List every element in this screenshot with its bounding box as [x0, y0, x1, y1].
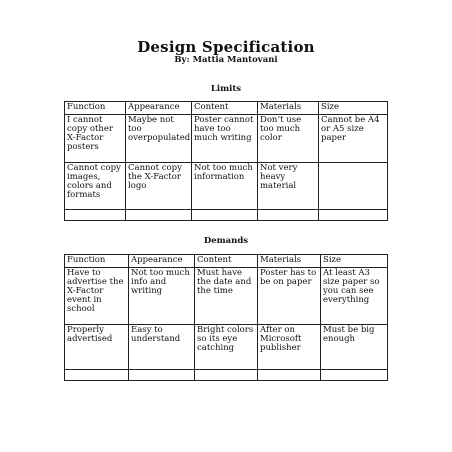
table-cell: Properly advertised — [65, 325, 129, 370]
table-cell — [258, 210, 319, 221]
demands-header-materials: Materials — [258, 255, 321, 268]
limits-header-appearance: Appearance — [126, 102, 192, 115]
table-cell — [321, 370, 388, 381]
table-cell: Have to advertise the X-Factor event in school — [65, 268, 129, 325]
table-cell: Cannot be A4 or A5 size paper — [319, 115, 388, 163]
table-cell — [65, 210, 126, 221]
limits-header-function: Function — [65, 102, 126, 115]
limits-header-size: Size — [319, 102, 388, 115]
table-cell: Not too much information — [192, 163, 258, 210]
table-row — [65, 115, 388, 163]
table-cell: Poster has to be on paper — [258, 268, 321, 325]
limits-header-content: Content — [192, 102, 258, 115]
table-row — [65, 210, 388, 221]
table-cell: Poster cannot have too much writing — [192, 115, 258, 163]
table-cell — [192, 210, 258, 221]
table-cell — [126, 210, 192, 221]
table-cell: After on Microsoft publisher — [258, 325, 321, 370]
demands-heading: Demands — [203, 236, 249, 246]
table-cell: Bright colors so its eye catching — [195, 325, 258, 370]
table-cell: Must have the date and the time — [195, 268, 258, 325]
table-row — [65, 163, 388, 210]
table-row — [65, 268, 388, 325]
document-author: By: Mattia Mantovani — [174, 55, 278, 65]
limits-heading: Limits — [210, 84, 242, 94]
table-cell — [195, 370, 258, 381]
table-cell: I cannot copy other X-Factor posters — [65, 115, 126, 163]
table-cell: Cannot copy images, colors and formats — [65, 163, 126, 210]
table-cell — [319, 163, 388, 210]
demands-table — [64, 254, 388, 381]
table-cell — [65, 370, 129, 381]
demands-header-function: Function — [65, 255, 129, 268]
demands-header-appearance: Appearance — [129, 255, 195, 268]
table-cell: Maybe not too overpopulated — [126, 115, 192, 163]
demands-header-row — [65, 255, 388, 268]
limits-header-row — [65, 102, 388, 115]
table-cell — [319, 210, 388, 221]
table-cell: Must be big enough — [321, 325, 388, 370]
table-cell: Cannot copy the X-Factor logo — [126, 163, 192, 210]
document-title: Design Specification — [137, 38, 315, 56]
demands-header-content: Content — [195, 255, 258, 268]
table-cell — [129, 370, 195, 381]
table-row — [65, 370, 388, 381]
limits-table — [64, 101, 388, 221]
table-cell: At least A3 size paper so you can see everything — [321, 268, 388, 325]
table-cell: Easy to understand — [129, 325, 195, 370]
table-cell: Don’t use too much color — [258, 115, 319, 163]
demands-header-size: Size — [321, 255, 388, 268]
table-cell: Not too much info and writing — [129, 268, 195, 325]
table-cell — [258, 370, 321, 381]
limits-header-materials: Materials — [258, 102, 319, 115]
table-cell: Not very heavy material — [258, 163, 319, 210]
table-row — [65, 325, 388, 370]
